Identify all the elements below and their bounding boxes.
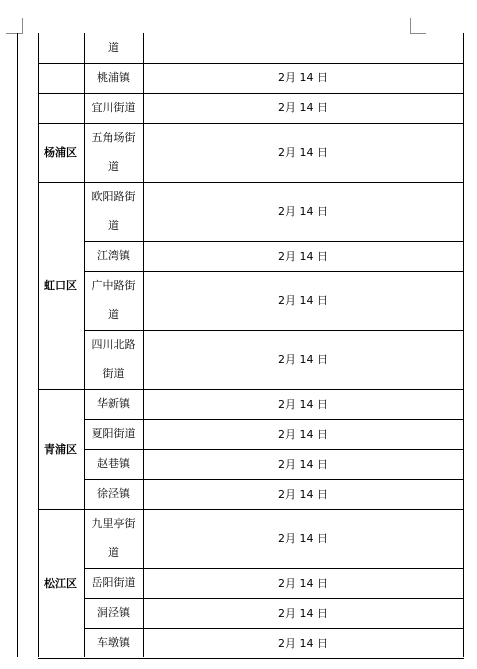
- date-cell: 2月 14 日: [278, 576, 328, 590]
- street-cell: 欧阳路街: [91, 190, 136, 203]
- date-cell: 2月 14 日: [278, 532, 328, 545]
- street-cell: 夏阳街道: [91, 427, 136, 440]
- date-cell: 2月 14 日: [278, 294, 328, 307]
- date-cell: 2月 14 日: [278, 71, 328, 84]
- street-cell: 街道: [102, 367, 125, 380]
- street-cell: 桃浦镇: [97, 71, 130, 84]
- crop-mark-right-v: [410, 18, 411, 34]
- date-cell: 2月 14 日: [278, 397, 328, 411]
- street-cell: 岳阳街道: [91, 576, 136, 589]
- date-cell: 2月 14 日: [278, 427, 328, 441]
- street-cell: 赵巷镇: [97, 457, 130, 470]
- street-cell: 五角场街: [91, 131, 136, 144]
- crop-mark-right-h: [410, 33, 426, 34]
- table-border-left: [17, 33, 18, 657]
- street-cell: 江湾镇: [97, 249, 130, 262]
- district-cell: 虹口区: [44, 279, 77, 292]
- street-cell: 宜川街道: [91, 101, 136, 114]
- district-cell: 杨浦区: [44, 146, 77, 159]
- street-cell: 华新镇: [97, 397, 130, 410]
- date-cell: 2月 14 日: [278, 606, 328, 620]
- date-cell: 2月 14 日: [278, 146, 328, 159]
- date-cell: 2月 14 日: [278, 636, 328, 650]
- street-cell: 道: [108, 160, 119, 173]
- date-cell: 2月 14 日: [278, 205, 328, 218]
- street-cell: 广中路街: [91, 279, 136, 292]
- date-cell: 2月 14 日: [278, 249, 328, 263]
- date-cell: 2月 14 日: [278, 487, 328, 501]
- street-cell: 九里亭街: [91, 517, 136, 530]
- street-cell: 道: [108, 546, 119, 559]
- street-cell: 道: [108, 41, 119, 54]
- date-cell: 2月 14 日: [278, 101, 328, 114]
- date-cell: 2月 14 日: [278, 457, 328, 471]
- street-cell: 道: [108, 219, 119, 232]
- district-cell: 青浦区: [44, 442, 77, 456]
- crop-mark-left-h: [6, 33, 22, 34]
- district-col-left: [38, 33, 39, 657]
- street-cell: 道: [108, 308, 119, 321]
- street-cell: 车墩镇: [97, 636, 130, 649]
- crop-mark-left-v: [22, 18, 23, 34]
- row-divider: [38, 658, 464, 659]
- street-cell: 徐泾镇: [97, 487, 130, 500]
- district-cell: 松江区: [44, 577, 77, 590]
- date-cell: 2月 14 日: [278, 353, 328, 366]
- street-cell: 四川北路: [91, 338, 136, 351]
- street-cell: 洞泾镇: [97, 606, 130, 619]
- table-border-right: [463, 33, 464, 657]
